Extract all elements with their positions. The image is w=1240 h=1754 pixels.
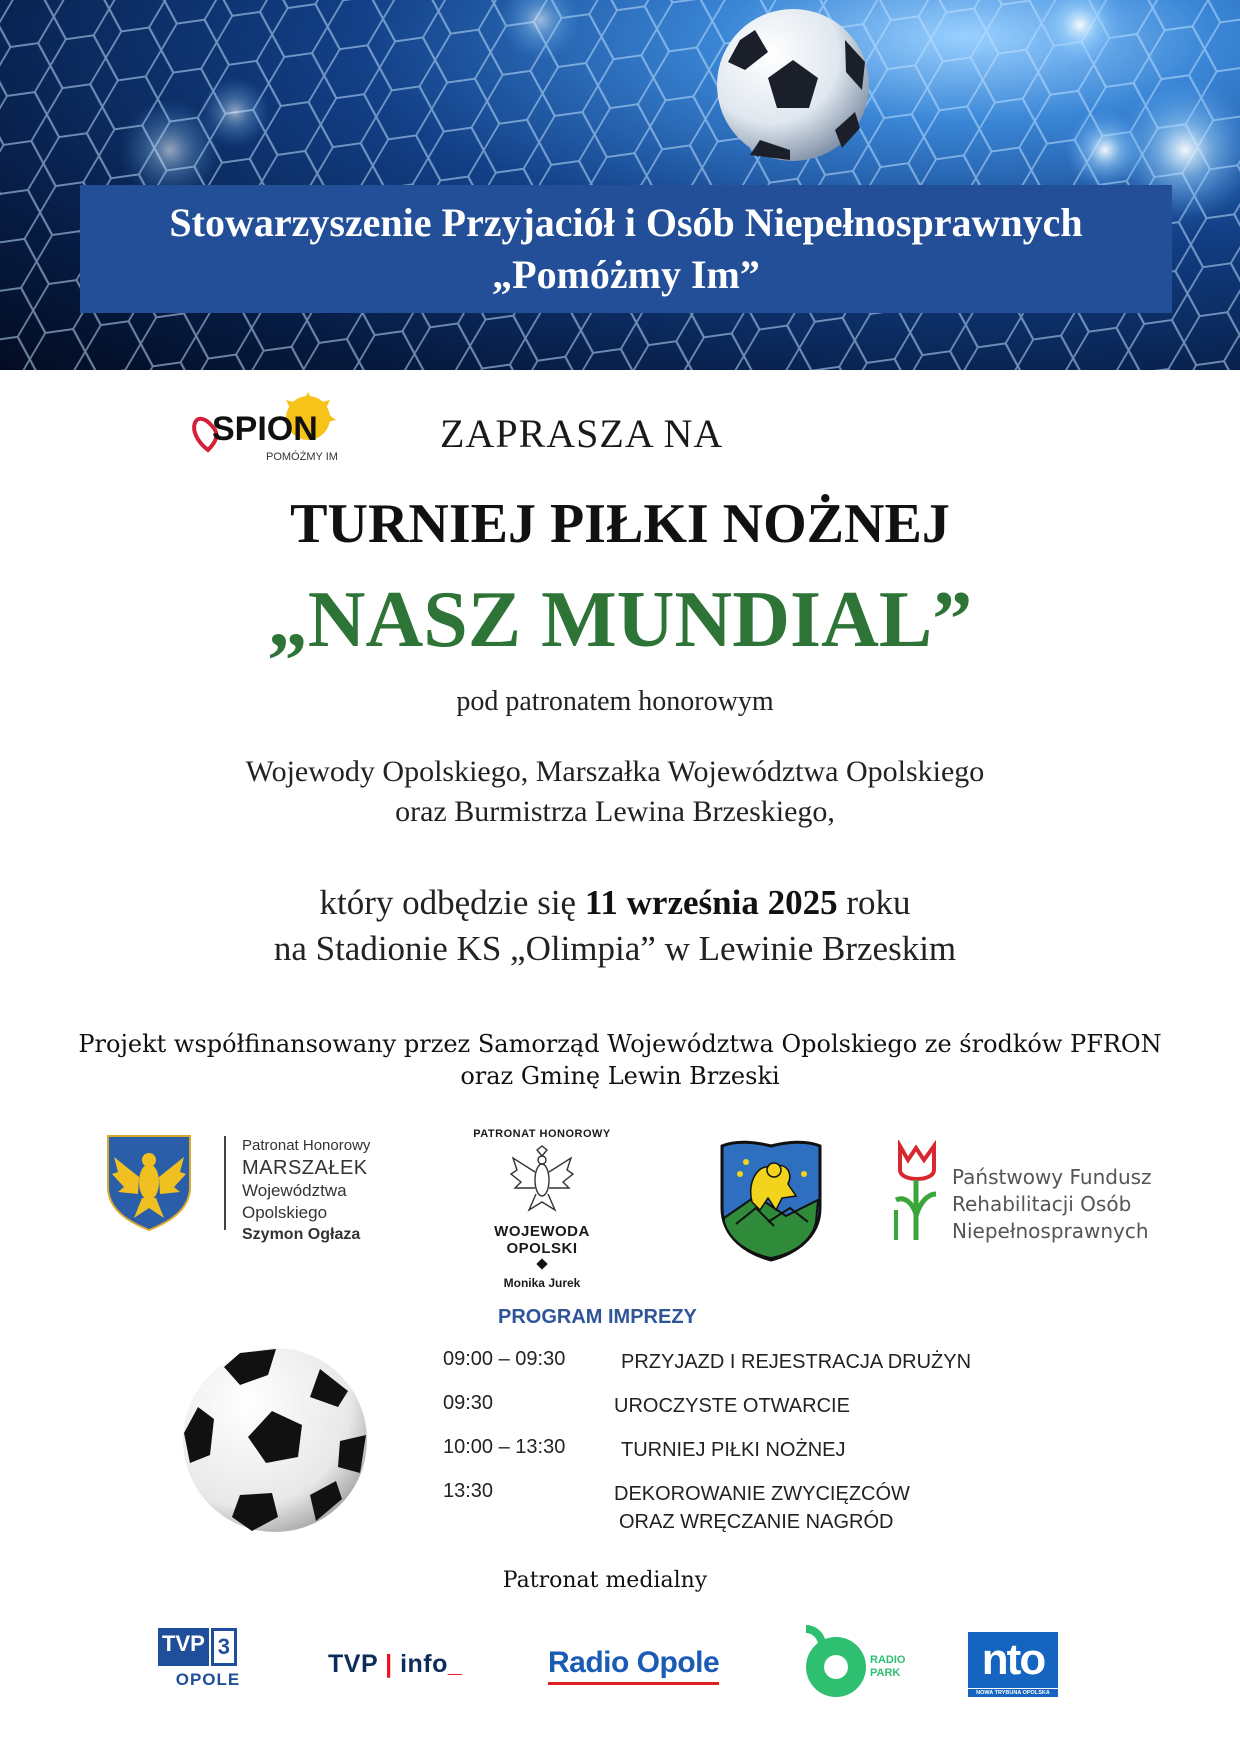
event-date-line	[0, 880, 1235, 926]
event-date-post: roku	[837, 883, 911, 922]
program-event-line-1: DEKOROWANIE ZWYCIĘZCÓW	[614, 1483, 910, 1505]
wojewoda-label: PATRONAT HONOROWY	[473, 1128, 611, 1140]
radio-opole-logo: Radio Opole	[548, 1646, 719, 1685]
tournament-title: TURNIEJ PIŁKI NOŻNEJ	[290, 493, 950, 555]
event-date-pre: który odbędzie się	[319, 883, 585, 922]
tvpinfo-bar-icon: |	[385, 1650, 401, 1678]
media-patronage-title: Patronat medialny	[502, 1568, 708, 1593]
hero-image	[0, 0, 1240, 370]
tvpinfo-underscore-icon: _	[447, 1650, 463, 1678]
tvp-info-logo	[328, 1650, 462, 1679]
tvp3-number: 3	[211, 1628, 237, 1666]
pfron-line-3: Niepełnosprawnych	[952, 1219, 1149, 1243]
pfron-text	[952, 1164, 1152, 1245]
wojewoda-title: WOJEWODA OPOLSKI	[494, 1223, 590, 1257]
marszalek-title: MARSZAŁEK	[242, 1157, 368, 1179]
program-item	[443, 1436, 1003, 1480]
tvpinfo-info: info	[400, 1650, 448, 1678]
pfron-line-2: Rehabilitacji Osób	[952, 1192, 1132, 1216]
banner-line-1: Stowarzyszenie Przyjaciół i Osób Niepełnosprawnych	[169, 200, 1083, 245]
event-date: 11 września 2025	[584, 883, 838, 922]
event-venue: na Stadionie KS „Olimpia” w Lewinie Brzeskim	[273, 929, 957, 968]
marszalek-text	[224, 1136, 434, 1243]
tvpinfo-tvp: TVP	[328, 1650, 378, 1678]
lewin-brzeski-coat-of-arms-icon	[716, 1138, 826, 1262]
marszalek-region: Województwa Opolskiego	[242, 1181, 347, 1222]
spion-word: SPION	[212, 410, 318, 448]
spion-tagline: POMÓŻMY IM	[266, 451, 338, 463]
program-time: 09:30	[443, 1392, 494, 1414]
diamond-divider-icon	[536, 1258, 547, 1269]
marszalek-logo	[104, 1132, 434, 1243]
marszalek-name: Szymon Ogłaza	[242, 1226, 361, 1243]
program-event-line-2: ORAZ WRĘCZANIE NAGRÓD	[619, 1511, 894, 1533]
nto-subtitle: NOWA TRYBUNA OPOLSKA	[968, 1689, 1058, 1697]
tulip-icon	[890, 1140, 944, 1244]
invite-text: ZAPRASZA NA	[440, 411, 724, 456]
banner-line-2: „Pomóżmy Im”	[492, 252, 760, 297]
tvp3-tvp: TVP	[158, 1628, 209, 1666]
program-item	[443, 1348, 1003, 1392]
program-event: TURNIEJ PIŁKI NOŻNEJ	[621, 1439, 846, 1461]
polish-eagle-icon	[507, 1144, 577, 1214]
funding-line-2: oraz Gminę Lewin Brzeski	[460, 1062, 780, 1090]
radio-park-text: RADIO PARK	[870, 1654, 906, 1679]
program-time: 09:00 – 09:30	[443, 1348, 566, 1370]
tvp3-city: OPOLE	[175, 1670, 241, 1689]
program-item	[443, 1480, 1003, 1550]
marszalek-label: Patronat Honorowy	[242, 1137, 371, 1154]
program-event	[614, 1480, 910, 1536]
wojewoda-name: Monika Jurek	[503, 1276, 581, 1290]
funding-line-1: Projekt współfinansowany przez Samorząd Województwa Opolskiego ze środków PFRON	[78, 1030, 1162, 1058]
program-time: 10:00 – 13:30	[443, 1436, 566, 1458]
soccer-ball-icon	[180, 1345, 370, 1535]
patronage-names	[0, 752, 1235, 832]
pfron-line-1: Państwowy Fundusz	[952, 1165, 1152, 1189]
tvp3-opole-logo	[158, 1628, 258, 1694]
spion-logo	[190, 392, 380, 464]
program-list	[443, 1348, 1003, 1550]
program-event: PRZYJAZD I REJESTRACJA DRUŻYN	[621, 1351, 972, 1373]
opole-eagle-shield-icon	[104, 1132, 194, 1232]
patronage-intro: pod patronatem honorowym	[456, 686, 774, 717]
program-item	[443, 1392, 1003, 1436]
organization-banner	[80, 185, 1172, 313]
event-details	[0, 880, 1235, 972]
radio-park-logo	[798, 1625, 908, 1701]
hero-ball-icon	[717, 9, 869, 161]
pfron-logo	[890, 1140, 1160, 1250]
funding-note	[0, 1028, 1240, 1092]
wojewoda-logo	[462, 1128, 622, 1290]
nto-logo	[968, 1632, 1058, 1700]
program-event: UROCZYSTE OTWARCIE	[614, 1395, 850, 1417]
patronage-line-2: oraz Burmistrza Lewina Brzeskiego,	[395, 795, 835, 828]
patronage-line-1: Wojewody Opolskiego, Marszałka Województwa Opolskiego	[245, 755, 985, 788]
program-title: PROGRAM IMPREZY	[498, 1306, 697, 1328]
nto-mark: nto	[968, 1632, 1058, 1688]
program-time: 13:30	[443, 1480, 494, 1502]
tournament-name: „NASZ MUNDIAL”	[267, 576, 973, 664]
